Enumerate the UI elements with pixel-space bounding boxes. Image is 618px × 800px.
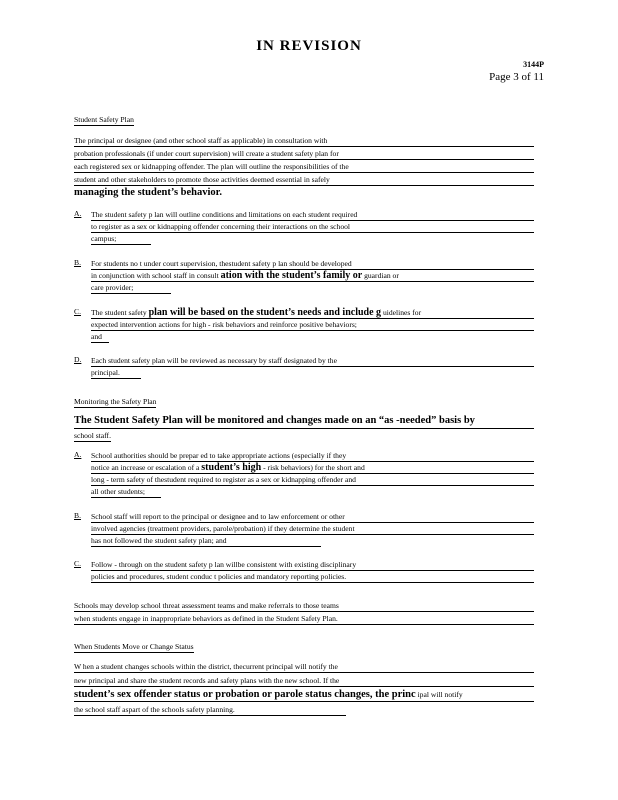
policy-code: 3144P [523, 60, 544, 69]
item-bold-text: ation with the student’s family or [220, 270, 363, 281]
section-heading-move-change: When Students Move or Change Status [74, 642, 194, 651]
paragraph-line: new principal and share the student records and safety plans with the new school. If the [74, 675, 534, 687]
item-line: campus; [91, 233, 151, 245]
item-line: policies and procedures, student conduc t policies and mandatory reporting policies. [91, 571, 534, 583]
document-title: IN REVISION [256, 38, 362, 54]
paragraph-line: the school staff aspart of the schools safety planning. [74, 704, 346, 716]
section-heading-monitoring: Monitoring the Safety Plan [74, 397, 157, 406]
item-bold-text: student’s high [201, 462, 262, 473]
item-line: Each student safety plan will be reviewed as necessary by staff designated by the [91, 355, 534, 367]
paragraph-line: each registered sex or kidnapping offender. The plan will outline the responsibilities of the [74, 161, 534, 173]
paragraph-line: student and other stakeholders to promote those activities deemed essential in safely [74, 174, 534, 186]
item-line-start: notice an increase or escalation of a [91, 463, 200, 472]
item-line-start: The student safety [91, 308, 147, 317]
paragraph-bold-line: The Student Safety Plan will be monitored and changes made on an “as -needed” basis by [74, 414, 534, 429]
list-letter: B. [74, 511, 81, 520]
item-line: principal. [91, 367, 141, 379]
list-letter: C. [74, 559, 81, 568]
item-line: Follow - through on the student safety p lan willbe consistent with existing disciplinary [91, 559, 534, 571]
item-line [91, 307, 534, 319]
item-line: For students no t under court supervision, thestudent safety p lan should be developed [91, 258, 534, 270]
section-heading-safety-plan: Student Safety Plan [74, 115, 134, 124]
item-line-tail: guardian or [364, 271, 399, 280]
paragraph-line: The principal or designee (and other school staff as applicable) in consultation with [74, 135, 534, 147]
paragraph-line: Schools may develop school threat assessment teams and make referrals to those teams [74, 600, 534, 612]
list-letter: B. [74, 258, 81, 267]
item-line: The student safety p lan will outline conditions and limitations on each student required [91, 209, 534, 221]
page-number: Page 3 of 11 [489, 71, 544, 83]
item-line [91, 270, 534, 282]
item-line: School staff will report to the principal or designee and to law enforcement or other [91, 511, 534, 523]
paragraph-closing: managing the student’s behavior. [74, 187, 222, 198]
item-line: has not followed the student safety plan; and [91, 535, 321, 547]
item-line [91, 462, 534, 474]
item-line: to register as a sex or kidnapping offender concerning their interactions on the school [91, 221, 534, 233]
paragraph-line [74, 688, 534, 702]
item-line: and [91, 331, 109, 343]
item-line: involved agencies (treatment providers, parole/probation) if they determine the student [91, 523, 534, 535]
item-line: all other students; [91, 486, 161, 498]
paragraph-line: W hen a student changes schools within the district, thecurrent principal will notify the [74, 661, 534, 673]
item-line-start: in conjunction with school staff in consult [91, 271, 219, 280]
paragraph-line: probation professionals (if under court supervision) will create a student safety plan for [74, 148, 534, 160]
item-bold-text: plan will be based on the student’s needs and include g [148, 307, 382, 318]
item-line: care provider; [91, 282, 171, 294]
paragraph-line-tail: ipal will notify [417, 690, 463, 699]
list-letter: C. [74, 307, 81, 316]
item-line-tail: uidelines for [382, 308, 422, 317]
item-line: School authorities should be prepar ed to take appropriate actions (especially if they [91, 450, 534, 462]
paragraph-line: when students engage in inappropriate behaviors as defined in the Student Safety Plan. [74, 613, 534, 625]
item-line: long - term safety of thestudent required to register as a sex or kidnapping offender and [91, 474, 534, 486]
list-letter: D. [74, 355, 82, 364]
list-letter: A. [74, 450, 82, 459]
item-line-tail: - risk behaviors) for the short and [263, 463, 365, 472]
list-letter: A. [74, 209, 82, 218]
paragraph-bold-text: student’s sex offender status or probation or parole status changes, the princ [74, 689, 416, 700]
paragraph-line: school staff. [74, 431, 111, 440]
item-line: expected intervention actions for high - risk behaviors and reinforce positive behaviors; [91, 319, 534, 331]
